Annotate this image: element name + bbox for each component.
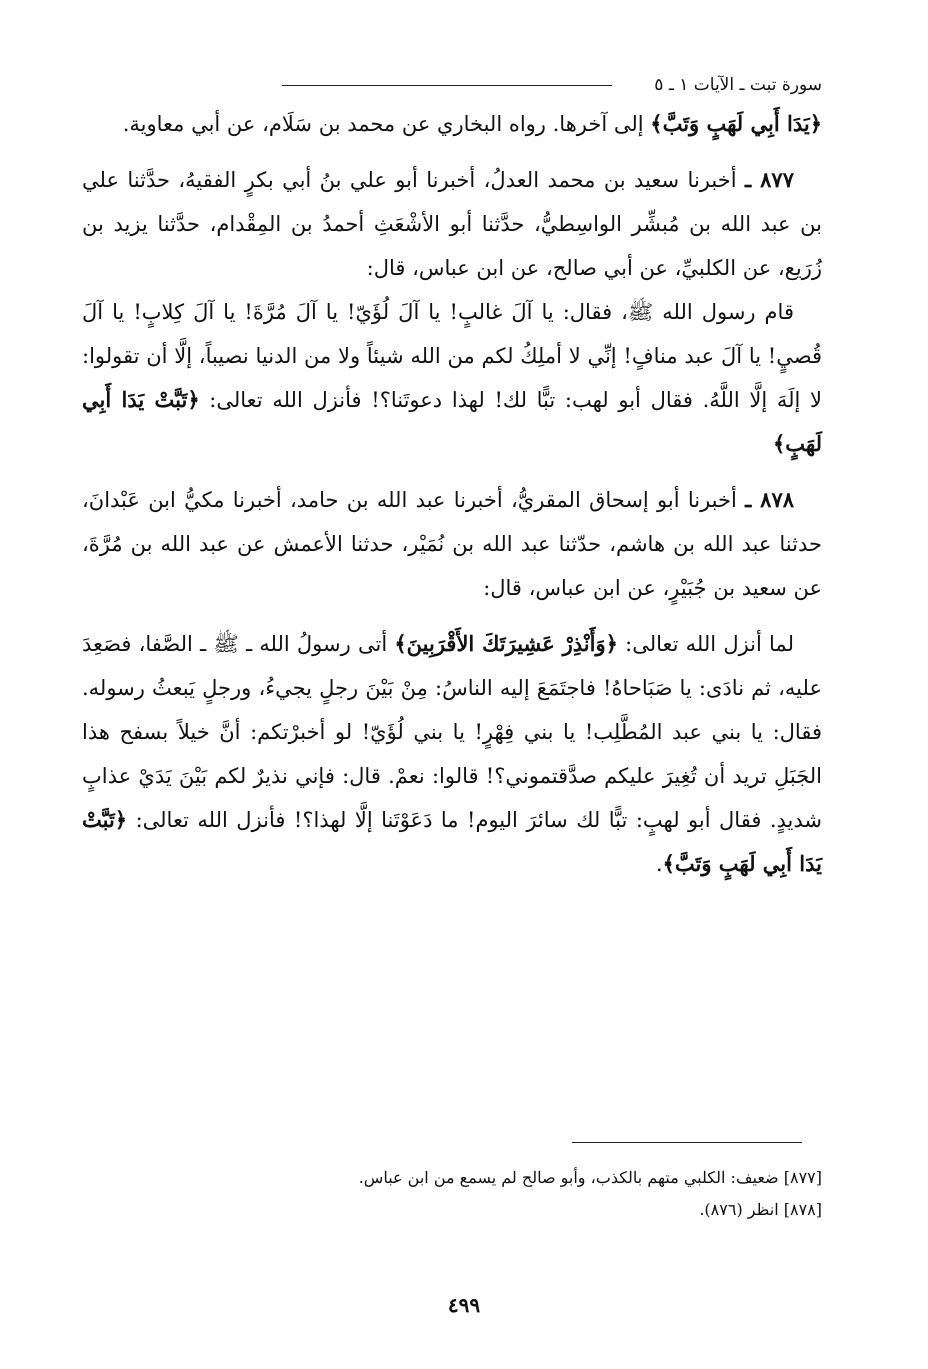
paragraph-continuation	[82, 102, 822, 146]
running-header	[82, 72, 822, 100]
hadith-878-matn	[82, 622, 822, 886]
paragraph-text: قام رسول الله ﷺ، فقال: يا آلَ غالبٍ! يا آلَ لُؤَيّ! يا آلَ مُرَّةَ! يا آلَ كِلابٍ! يا آلَ قُصيٍ! يا آلَ عبد منافٍ! إنِّي لا أملِكُ لكم من الله شيئاً ولا من الدنيا نصيباً، إلَّا أن تقولوا: لا إلَهَ إلَّا اللَّهُ. فقال أبو لهب: تبًّا لك! لهذا دعوتَنا؟! فأنزل الله تعالى:	[82, 300, 823, 412]
header-rule	[282, 85, 612, 86]
hadith-877-matn	[82, 290, 822, 466]
footnote-separator	[572, 1142, 802, 1143]
quran-verse: ﴿تَبَّتْ يَدَا أَبِي لَهَبٍ وَتَبَّ﴾	[82, 807, 822, 876]
quran-verse: ﴿يَدَا أَبِي لَهَبٍ وَتَبَّ﴾	[650, 111, 822, 136]
footnote-878: [٨٧٨] انظر (٨٧٦).	[699, 1200, 822, 1219]
paragraph-text: أتى رسولُ الله ـ ﷺ ـ الصَّفا، فصَعِدَ عليه، ثم نادَى: يا صَبَاحاهُ! فاجتَمَعَ إليه الناسُ: مِنْ بَيْنَ رجلٍ يجيءُ، ورجلٍ يَبعثُ رسوله. فقال: يا بني عبد المُطَّلِب! يا بني فِهْرٍ! يا بني لُؤَيّ! لو أخبرْتكم: أنَّ خيلاً بسفح هذا الجَبَلِ تريد أن تُغِيرَ عليكم صدَّقتموني؟! قالوا: نعمْ. قال: فإني نذيرٌ لكم بَيْنَ يَدَيْ عذابٍ شديدٍ. فقال أبو لهبٍ: تبًّا لك سائرَ اليوم! ما دَعَوْتَنا إلَّا لهذا؟! فأنزل الله تعالى:	[82, 632, 822, 832]
paragraph-text: لما أنزل الله تعالى:	[617, 632, 794, 656]
page-number: ٤٩٩	[447, 1293, 481, 1317]
main-text	[82, 102, 822, 886]
paragraph-text: أخبرنا أبو إسحاق المقريُّ، أخبرنا عبد الله بن حامد، أخبرنا مكيُّ ابن عَبْدانَ، حدثنا عبد الله بن هاشم، حدّثنا عبد الله بن نُمَيْر، حدثنا الأعمش عن عبد الله بن مُرَّةَ، عن سعيد بن جُبَيْرٍ، عن ابن عباس، قال:	[82, 488, 822, 600]
hadith-878-isnad	[82, 478, 822, 610]
quran-verse: ﴿وَأَنْذِرْ عَشِيرَتَكَ الأَقْرَبِينَ﴾	[394, 631, 618, 656]
paragraph-text: أخبرنا سعيد بن محمد العدلُ، أخبرنا أبو علي بنُ أبي بكرٍ الفقيهُ، حدَّثنا علي بن عبد الله بن مُبشِّر الواسِطيُّ، حدَّثنا أبو الأشْعَثِ أحمدُ بن المِقْدام، حدَّثنا يزيد بن زُرَيع، عن الكلبيِّ، عن أبي صالح، عن ابن عباس، قال:	[82, 168, 822, 280]
footnotes	[82, 1162, 822, 1226]
hadith-number: ٨٧٨ ـ	[745, 487, 795, 512]
hadith-number: ٨٧٧ ـ	[744, 167, 794, 192]
paragraph-text: إلى آخرها. رواه البخاري عن محمد بن سَلَام، عن أبي معاوية.	[122, 112, 651, 136]
paragraph-text: .	[655, 852, 663, 876]
quran-verse: ﴿تَبَّتْ يَدَا أَبِي لَهَبٍ﴾	[82, 387, 822, 456]
footnote-877: [٨٧٧] ضعيف: الكلبي متهم بالكذب، وأبو صالح لم يسمع من ابن عباس.	[358, 1168, 822, 1187]
header-title: سورة تبت ـ الآيات ١ ـ ٥	[644, 72, 822, 98]
hadith-877-isnad	[82, 158, 822, 290]
